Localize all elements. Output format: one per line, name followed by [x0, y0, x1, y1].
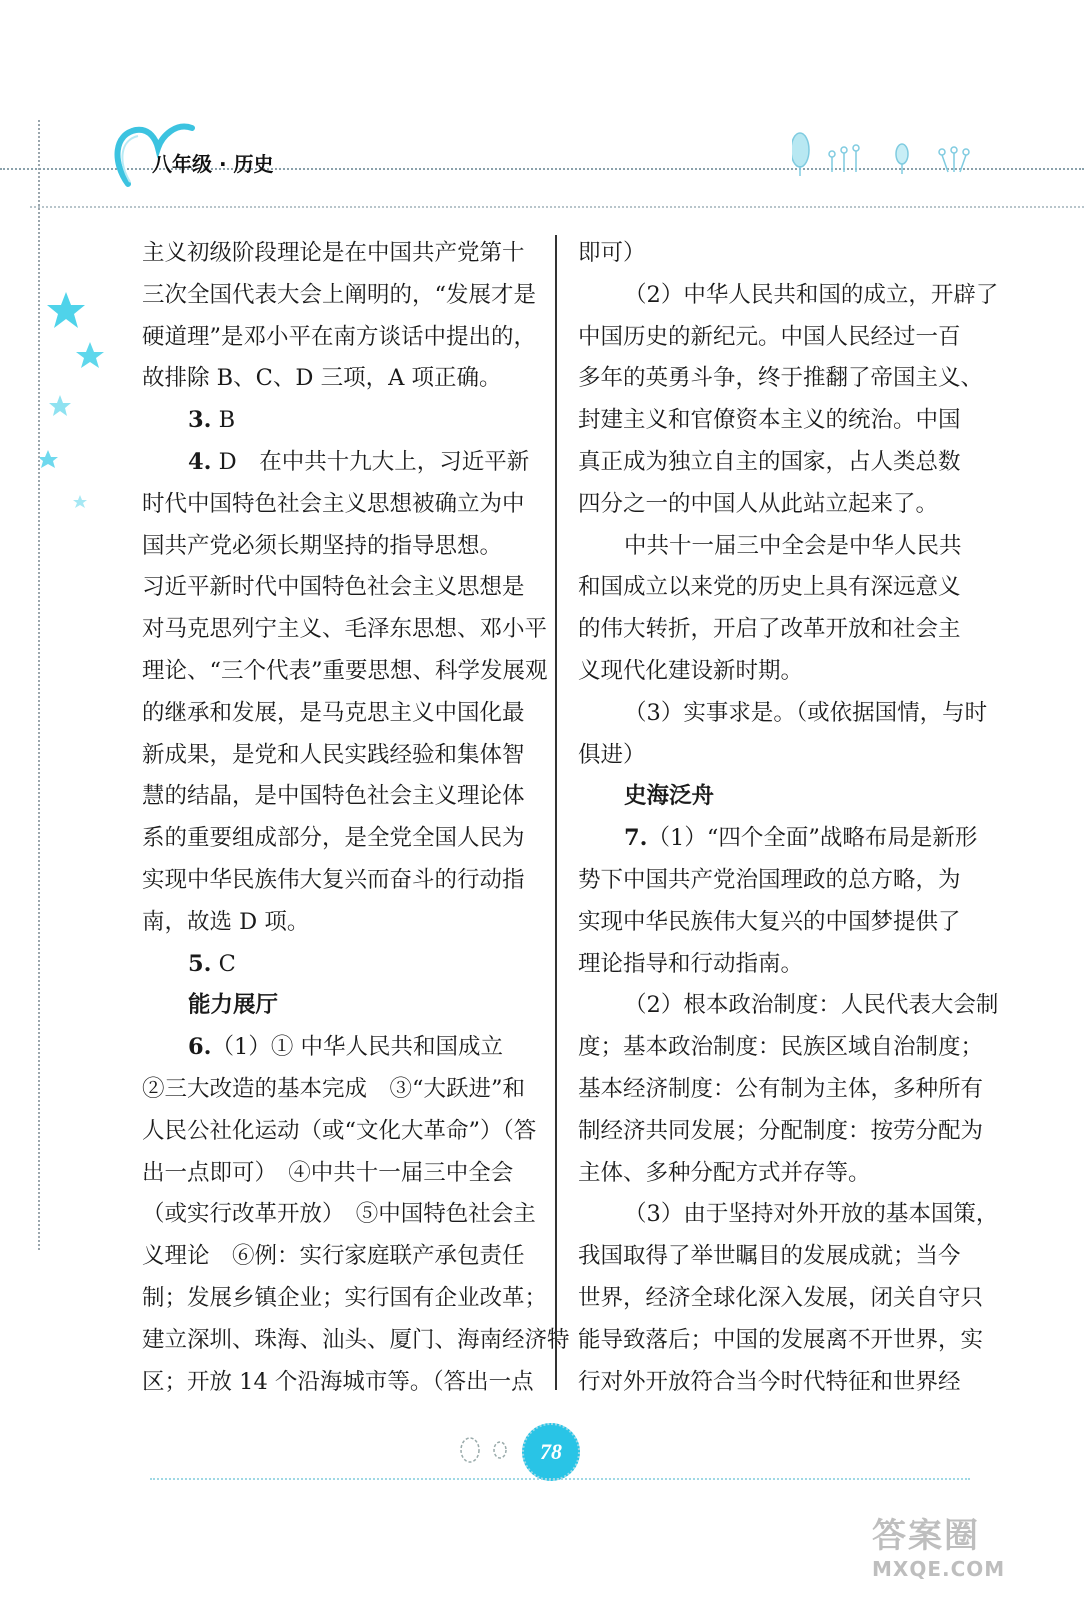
- watermark-url: MXQE.COM: [872, 1557, 1006, 1581]
- line-text: 习近平新时代中国特色社会主义思想是: [142, 574, 525, 601]
- text-line: [578, 1362, 970, 1404]
- text-line: [578, 526, 970, 568]
- line-text: （1）① 中华人民共和国成立: [211, 1034, 503, 1061]
- text-line: [578, 609, 970, 651]
- text-line: [578, 860, 970, 902]
- line-text: 中国历史的新纪元。中国人民经过一百: [578, 323, 961, 350]
- header-dotted-line-lower: [30, 206, 1084, 208]
- watermark-logo: 答案圈: [872, 1516, 980, 1556]
- line-text: 势下中国共产党治国理政的总方略，为: [578, 866, 961, 893]
- line-text: 制；发展乡镇企业；实行国有企业改革；: [142, 1284, 548, 1311]
- text-line: [578, 1320, 984, 1362]
- line-text: ②三大改造的基本完成 ③“大跃进”和: [142, 1075, 526, 1102]
- line-text: 硬道理”是邓小平在南方谈话中提出的，: [142, 323, 537, 350]
- line-text: 的继承和发展，是马克思主义中国化最: [142, 699, 525, 726]
- line-text: （1）“四个全面”战略布局是新形: [647, 825, 978, 852]
- line-text: 新成果，是党和人民实践经验和集体智: [142, 741, 525, 768]
- text-line: [578, 818, 978, 860]
- text-line: [142, 1153, 532, 1195]
- line-text: 能导致落后；中国的发展离不开世界，实: [578, 1326, 984, 1353]
- left-column: [142, 233, 570, 1403]
- question-number: 4.: [188, 448, 212, 475]
- line-text: C: [211, 950, 236, 977]
- watermark: [872, 1508, 1082, 1600]
- line-text: 慧的结晶，是中国特色社会主义理论体: [142, 783, 525, 810]
- text-line: [578, 651, 970, 693]
- text-line: [142, 358, 532, 400]
- text-line: [142, 1320, 570, 1362]
- text-line: [142, 651, 548, 693]
- line-text: 理论指导和行动指南。: [578, 950, 804, 977]
- text-line: [142, 902, 532, 944]
- star-decoration-icon: [40, 290, 110, 520]
- text-line: [142, 776, 532, 818]
- text-line: [578, 1153, 970, 1195]
- line-text: 中共十一届三中全会是中华人民共: [624, 532, 962, 559]
- text-line: [142, 233, 532, 275]
- line-text: 对马克思列宁主义、毛泽东思想、邓小平: [142, 616, 548, 643]
- text-line: [578, 1027, 984, 1069]
- text-line: [142, 735, 532, 777]
- line-text: 南，故选 D 项。: [142, 908, 310, 935]
- line-text: 实现中华民族伟大复兴而奋斗的行动指: [142, 866, 525, 893]
- text-line: [578, 400, 970, 442]
- text-line: [142, 1069, 532, 1111]
- text-line: [142, 484, 532, 526]
- line-text: 义现代化建设新时期。: [578, 657, 804, 684]
- text-line: [142, 400, 532, 442]
- line-text: 主体、多种分配方式并存等。: [578, 1159, 871, 1186]
- text-line: [578, 693, 988, 735]
- text-line: [578, 902, 970, 944]
- line-text: 时代中国特色社会主义思想被确立为中: [142, 490, 525, 517]
- text-line: [142, 609, 548, 651]
- text-line: [142, 1111, 537, 1153]
- text-line: [142, 317, 537, 359]
- text-line: [578, 1236, 970, 1278]
- text-line: [578, 358, 984, 400]
- line-text: 四分之一的中国人从此站立起来了。: [578, 490, 939, 517]
- flower-decoration-icon: [792, 130, 982, 178]
- section-heading: [142, 985, 532, 1027]
- line-text: （3）由于坚持对外开放的基本国策，: [624, 1201, 999, 1228]
- section-heading-label: 史海泛舟: [624, 783, 715, 810]
- line-text: D 在中共十九大上，习近平新: [211, 448, 530, 475]
- text-line: [142, 1362, 532, 1404]
- text-line: [578, 1194, 999, 1236]
- text-line: [142, 818, 532, 860]
- text-line: [578, 484, 970, 526]
- line-text: 理论、“三个代表”重要思想、科学发展观: [142, 657, 548, 684]
- line-text: 真正成为独立自主的国家，占人类总数: [578, 448, 961, 475]
- line-text: 和国成立以来党的历史上具有深远意义: [578, 574, 961, 601]
- line-text: 世界，经济全球化深入发展，闭关自守只: [578, 1284, 984, 1311]
- text-line: [578, 442, 970, 484]
- line-text: 俱进）: [578, 741, 646, 768]
- question-number: 6.: [188, 1034, 212, 1061]
- text-line: [142, 693, 532, 735]
- text-line: [142, 1236, 532, 1278]
- section-heading-label: 能力展厅: [188, 992, 279, 1019]
- text-line: [142, 526, 532, 568]
- section-heading: [578, 776, 970, 818]
- text-line: [578, 944, 970, 986]
- line-text: 故排除 B、C、D 三项，A 项正确。: [142, 365, 502, 392]
- page-number-badge: [522, 1423, 580, 1481]
- line-text: 义理论 ⑥例：实行家庭联产承包责任: [142, 1243, 525, 1270]
- text-line: [578, 985, 999, 1027]
- line-text: 制经济共同发展；分配制度：按劳分配为: [578, 1117, 984, 1144]
- text-line: [578, 1069, 984, 1111]
- text-line: [142, 567, 532, 609]
- line-text: 实现中华民族伟大复兴的中国梦提供了: [578, 908, 961, 935]
- line-text: （或实行改革开放） ⑤中国特色社会主: [142, 1201, 536, 1228]
- line-text: （2）中华人民共和国的成立，开辟了: [624, 281, 999, 308]
- line-text: 封建主义和官僚资本主义的统治。中国: [578, 407, 961, 434]
- line-text: 度；基本政治制度：民族区域自治制度；: [578, 1034, 984, 1061]
- line-text: （2）根本政治制度：人民代表大会制: [624, 992, 999, 1019]
- line-text: 基本经济制度：公有制为主体，多种所有: [578, 1075, 984, 1102]
- right-column: [578, 233, 999, 1403]
- question-number: 7.: [624, 825, 648, 852]
- line-text: 出一点即可） ④中共十一届三中全会: [142, 1159, 514, 1186]
- text-line: [578, 233, 970, 275]
- column-divider: [555, 235, 557, 1390]
- text-line: [578, 567, 970, 609]
- line-text: 人民公社化运动（或“文化大革命”）（答: [142, 1117, 537, 1144]
- header-title: 八年级 · 历史: [152, 152, 274, 176]
- question-number: 5.: [188, 950, 212, 977]
- text-line: [578, 275, 999, 317]
- line-text: 行对外开放符合当今时代特征和世界经: [578, 1368, 961, 1395]
- bubble-decoration-icon: [456, 1430, 516, 1470]
- line-text: 系的重要组成部分，是全党全国人民为: [142, 825, 525, 852]
- line-text: 三次全国代表大会上阐明的，“发展才是: [142, 281, 537, 308]
- text-line: [578, 1278, 984, 1320]
- line-text: 多年的英勇斗争，终于推翻了帝国主义、: [578, 365, 984, 392]
- page-number: 78: [522, 1423, 580, 1481]
- question-number: 3.: [188, 407, 212, 434]
- line-text: 建立深圳、珠海、汕头、厦门、海南经济特: [142, 1326, 570, 1353]
- text-line: [142, 275, 537, 317]
- line-text: B: [211, 407, 236, 434]
- line-text: （3）实事求是。（或依据国情，与时: [624, 699, 988, 726]
- text-line: [142, 944, 532, 986]
- line-text: 的伟大转折，开启了改革开放和社会主: [578, 616, 961, 643]
- line-text: 国共产党必须长期坚持的指导思想。: [142, 532, 503, 559]
- line-text: 区；开放 14 个沿海城市等。（答出一点: [142, 1368, 534, 1395]
- text-line: [142, 442, 532, 484]
- text-line: [578, 317, 970, 359]
- text-line: [578, 735, 970, 777]
- line-text: 主义初级阶段理论是在中国共产党第十: [142, 240, 525, 266]
- text-line: [142, 1278, 548, 1320]
- line-text: 我国取得了举世瞩目的发展成就；当今: [578, 1243, 961, 1270]
- text-line: [142, 860, 532, 902]
- text-line: [142, 1194, 536, 1236]
- text-line: [578, 1111, 984, 1153]
- line-text: 即可）: [578, 240, 646, 266]
- text-line: [142, 1027, 532, 1069]
- footer-dotted-line: [150, 1478, 970, 1480]
